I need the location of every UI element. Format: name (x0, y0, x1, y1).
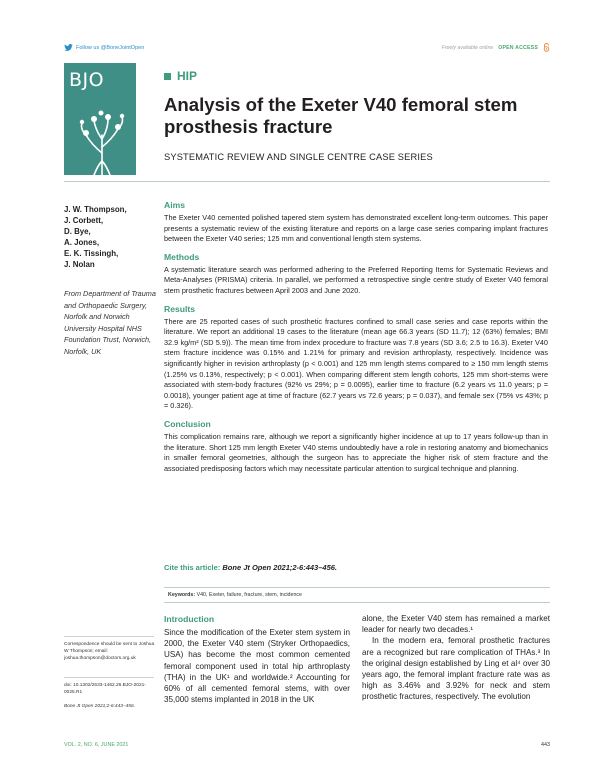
conclusion-text: This complication remains rare, although we report a significantly higher incidence at up to 17 years follow-up than in the literature. Short 125 mm length Exeter V40 stems undoubtedly have a role in restoring anatomy and biomechanics in smaller femoral geometries, although the surgeon has to appreciate the higher risk of stem fracture and the associated predisposing factors which may necessitate particular attention to surgical technique and planning. (164, 431, 548, 473)
open-lock-icon (543, 43, 550, 52)
cite-reference[interactable]: Bone Jt Open 2021;2-6:443–456. (222, 563, 337, 572)
sidebar-divider (64, 677, 154, 678)
author: D. Bye, (64, 227, 91, 236)
author: E. K. Tissingh, (64, 249, 119, 258)
introduction-heading: Introduction (164, 614, 215, 624)
tree-figure-icon (72, 95, 132, 175)
twitter-follow[interactable] (64, 44, 144, 51)
open-access-label: OPEN ACCESS (498, 44, 538, 51)
author: J. Nolan (64, 260, 95, 269)
results-heading: Results (164, 303, 196, 314)
affiliation: From Department of Trauma and Orthopaedic Surgery, Norfolk and Norwich University Hospital NHS Foundation Trust, Norwich, Norfolk, UK (64, 289, 156, 356)
methods-heading: Methods (164, 251, 200, 262)
keywords-text: V40, Exeter, failure, fracture, stem, incidence (196, 592, 302, 598)
author-list (64, 204, 127, 270)
introduction-col1: Since the modification of the Exeter stem system in 2000, the Exeter V40 stem (Stryker Orthopaedics, USA) has become the most common cemented femoral component used in total hip arthroplasty (THA) in the UK¹ and worldwide.² Accounting for 60% of all cemented femoral stems, with over 35,000 stems implanted in 2018 in the UK (164, 628, 350, 705)
doi-text[interactable]: doi: 10.1302/2633-1462.26.BJO-2021-0025.R1 (64, 683, 146, 695)
methods-text: A systematic literature search was performed adhering to the Preferred Reporting Items for Systematic Reviews and Meta-Analyses (PRISMA) criteria. In parallel, we performed a retrospective single centre study of Exeter V40 femoral stem prosthetic fractures between April 2003 and June 2020. (164, 264, 548, 295)
abstract-methods (164, 252, 548, 297)
open-access-badge (442, 43, 550, 52)
volume-info: VOL. 2, NO. 6, JUNE 2021 (64, 742, 129, 748)
article-subtitle: SYSTEMATIC REVIEW AND SINGLE CENTRE CASE SERIES (164, 152, 433, 162)
conclusion-heading: Conclusion (164, 418, 211, 429)
introduction-col2 (362, 613, 550, 703)
journal-reference: Bone Jt Open 2021;2-6:443–456. (64, 704, 135, 709)
abstract-aims (164, 200, 548, 245)
cite-this-article (164, 563, 337, 572)
freely-available-text: Freely available online (441, 44, 494, 51)
sidebar-divider (64, 636, 154, 637)
introduction-col2-p2: In the modern era, femoral prosthetic fractures are a recognized but rare complication of THAs.³ In the original design established by Ling et al⁴ over 30 years ago, the femoral implant fracture rate was as high as 3.46% and 3.92% for neck and stem prosthetic fractures, respectively. The evolution (362, 636, 550, 702)
journal-logo-text: BJO (69, 69, 105, 91)
author: A. Jones, (64, 238, 100, 247)
introduction-col2-p1: alone, the Exeter V40 stem has remained a market leader for nearly two decades.¹ (362, 614, 550, 635)
page-number: 443 (541, 742, 550, 748)
author: J. Corbett, (64, 216, 104, 225)
section-label: HIP (177, 69, 198, 83)
follow-text: Follow us @BoneJointOpen (76, 44, 145, 51)
section-square-icon (164, 73, 171, 80)
keywords-label: Keywords: (168, 592, 196, 598)
aims-text: The Exeter V40 cemented polished tapered stem system has demonstrated excellent long-term outcomes. This paper presents a systematic review of the existing literature and reports on a large case series comparing implant fractures between the Exeter V40 series; 125 mm and conventional length stem systems. (164, 213, 548, 244)
correspondence-note: Correspondence should be sent to Joshua W Thompson; email: joshua.thompson@doctors.org.uk (64, 642, 155, 661)
journal-logo (64, 63, 136, 175)
aims-heading: Aims (164, 200, 186, 210)
cite-label: Cite this article: (164, 563, 221, 572)
section-tag (164, 69, 197, 83)
article-title: Analysis of the Exeter V40 femoral stem prosthesis fracture (164, 94, 518, 137)
author: J. W. Thompson, (64, 205, 127, 214)
header-divider (64, 181, 550, 182)
keywords-bar (164, 587, 550, 603)
page-footer (64, 742, 550, 748)
abstract-conclusion (164, 419, 548, 474)
abstract-results (164, 304, 548, 412)
twitter-bird-icon (64, 44, 73, 51)
results-text: There are 25 reported cases of such prosthetic fractures confined to small case series and case reports within the literature. We report an additional 19 cases to the literature (mean age 66.3 years (SD 11.7); 12 (63%) females; BMI 32.9 kg/m² (SD 5.9)). The mean time from index procedure to fracture was 7.8 years (SD 3.6; 2.5 to 16.3). Exeter V40 stem fracture incidence was 0.15% and 1.21% for primary and revision arthroplasty, respectively. Incidence was significantly higher in revision arthroplasty (p < 0.001) and 125 mm length stems compared to ≥ 150 mm length stems (1.25% vs 0.13%, respectively; p < 0.001). When comparing different stem length cohorts, 125 mm short-stems were associated with stem-body fractures (92% vs 29%; p = 0.0095), earlier time to fracture (6.2 years vs 11.0 years; p = 0.0018), younger patient age at time of fracture (62.7 years vs 72.6 years; p = 0.037), and female sex (75% vs 43%; p = 0.326). (164, 316, 548, 411)
abstract (164, 200, 548, 481)
